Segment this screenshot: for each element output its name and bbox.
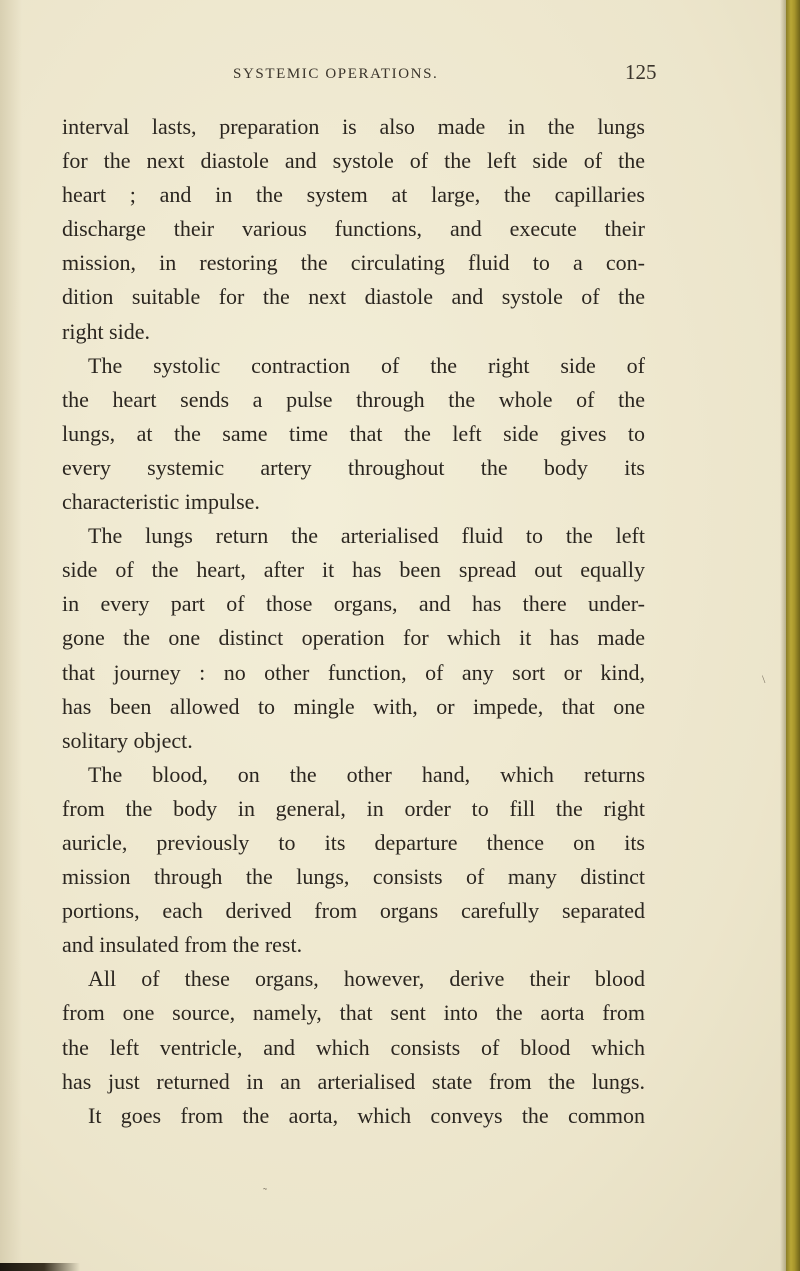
text-line: heart ; and in the system at large, the capillaries bbox=[62, 182, 645, 208]
text-line: lungs, at the same time that the left side gives to bbox=[62, 420, 645, 446]
text-line: in every part of those organs, and has there under- bbox=[62, 591, 645, 617]
text-line: characteristic impulse. bbox=[62, 489, 260, 515]
body-text bbox=[62, 110, 645, 1133]
text-line: mission, in restoring the circulating fluid to a con- bbox=[62, 250, 645, 276]
text-line: every systemic artery throughout the body its bbox=[62, 454, 645, 480]
text-line: side of the heart, after it has been spread out equally bbox=[62, 557, 645, 583]
text-line: interval lasts, preparation is also made in the lungs bbox=[62, 114, 645, 139]
text-line: gone the one distinct operation for which it has made bbox=[62, 625, 645, 651]
text-line: discharge their various functions, and execute their bbox=[62, 216, 645, 242]
running-title: SYSTEMIC OPERATIONS. bbox=[233, 66, 439, 82]
text-line: the heart sends a pulse through the whole of the bbox=[62, 386, 645, 412]
text-line: has been allowed to mingle with, or impede, that one bbox=[62, 693, 645, 719]
text-line: All of these organs, however, derive their blood bbox=[88, 966, 645, 992]
text-line: right side. bbox=[62, 318, 150, 344]
text-line: solitary object. bbox=[62, 727, 193, 753]
text-line: for the next diastole and systole of the left side of the bbox=[62, 148, 645, 174]
text-line: the left ventricle, and which consists of blood which bbox=[62, 1034, 645, 1060]
page-number: 125 bbox=[625, 60, 657, 84]
corner-shadow bbox=[0, 1263, 80, 1271]
text-line: The lungs return the arterialised fluid to the left bbox=[88, 523, 645, 549]
text-line: mission through the lungs, consists of many distinct bbox=[62, 864, 645, 890]
text-line: and insulated from the rest. bbox=[62, 932, 303, 958]
margin-speck: ˜ bbox=[263, 1185, 267, 1199]
text-line: The blood, on the other hand, which returns bbox=[88, 761, 645, 787]
text-line: from one source, namely, that sent into the aorta from bbox=[62, 1000, 645, 1026]
text-line: dition suitable for the next diastole and systole of the bbox=[62, 284, 645, 310]
text-line: has just returned in an arterialised state from the lungs. bbox=[62, 1068, 645, 1094]
text-line: It goes from the aorta, which conveys the common bbox=[88, 1102, 645, 1128]
text-line: from the body in general, in order to fill the right bbox=[62, 795, 645, 821]
running-head bbox=[0, 60, 740, 90]
text-line: auricle, previously to its departure thence on its bbox=[62, 829, 645, 855]
text-line: that journey : no other function, of any sort or kind, bbox=[62, 659, 645, 685]
book-binding-edge bbox=[786, 0, 800, 1271]
text-line: The systolic contraction of the right side of bbox=[88, 352, 645, 378]
margin-speck: \ bbox=[762, 672, 766, 686]
text-line: portions, each derived from organs carefully separated bbox=[62, 898, 645, 924]
